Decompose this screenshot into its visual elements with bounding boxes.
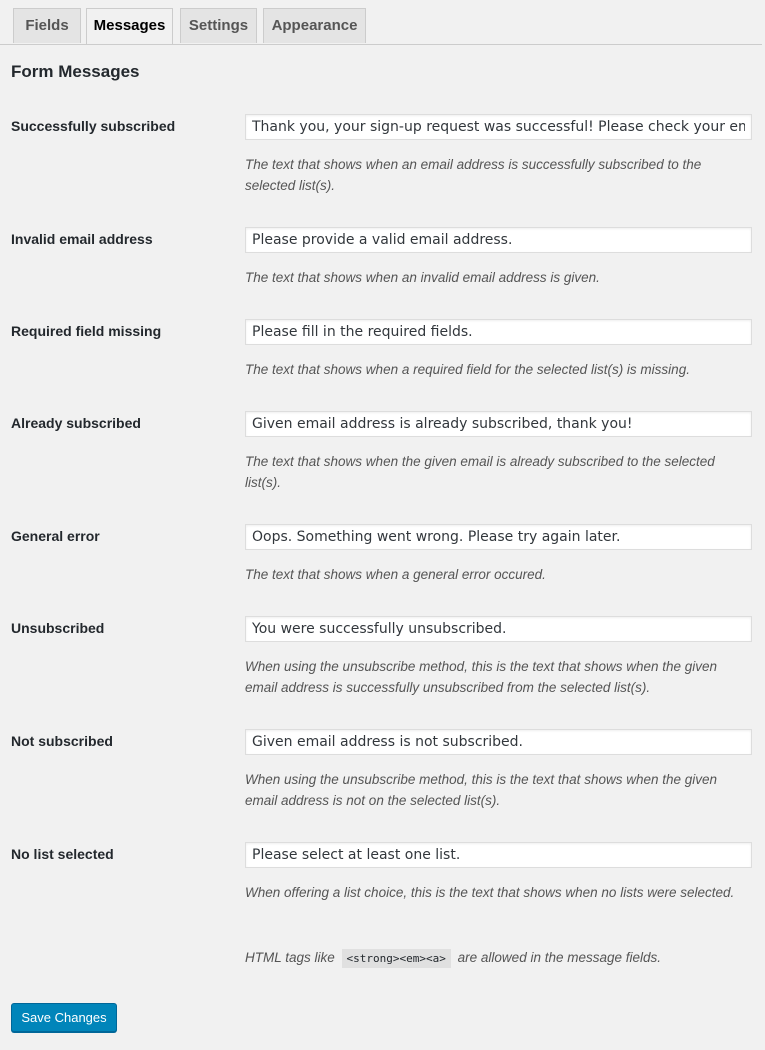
input-already-subscribed[interactable] xyxy=(245,411,752,437)
desc-general-error: The text that shows when a general error occured. xyxy=(245,567,546,582)
desc-not-subscribed: When using the unsubscribe method, this is the text that shows when the given email address is not on the selected list(s). xyxy=(245,772,718,808)
save-changes-button[interactable]: Save Changes xyxy=(11,1003,117,1032)
desc-already-subscribed: The text that shows when the given email is already subscribed to the selected list(s). xyxy=(245,454,715,490)
input-unsubscribed[interactable] xyxy=(245,616,752,642)
tab-bar xyxy=(0,0,762,45)
desc-successfully-subscribed: The text that shows when an email address is successfully subscribed to the selected list(s). xyxy=(245,157,702,193)
label-successfully-subscribed: Successfully subscribed xyxy=(11,118,176,134)
input-successfully-subscribed[interactable] xyxy=(245,114,752,140)
section-title: Form Messages xyxy=(11,62,140,81)
desc-no-list-selected: When offering a list choice, this is the text that shows when no lists were selected. xyxy=(245,885,735,900)
tab-messages[interactable]: Messages xyxy=(86,8,173,44)
label-unsubscribed: Unsubscribed xyxy=(11,620,105,636)
note-text-before: HTML tags like xyxy=(245,950,335,965)
label-not-subscribed: Not subscribed xyxy=(11,733,113,749)
desc-unsubscribed: When using the unsubscribe method, this is the text that shows when the given email address is successfully unsubscribed from the selected list(s). xyxy=(245,659,718,695)
label-no-list-selected: No list selected xyxy=(11,846,114,862)
tab-settings[interactable]: Settings xyxy=(180,8,257,43)
note-text-after: are allowed in the message fields. xyxy=(457,950,662,965)
input-not-subscribed[interactable] xyxy=(245,729,752,755)
tab-fields[interactable]: Fields xyxy=(13,8,81,43)
html-tags-note xyxy=(245,947,661,970)
label-already-subscribed: Already subscribed xyxy=(11,415,141,431)
input-no-list-selected[interactable] xyxy=(245,842,752,868)
input-invalid-email[interactable] xyxy=(245,227,752,253)
label-invalid-email: Invalid email address xyxy=(11,231,153,247)
label-general-error: General error xyxy=(11,528,100,544)
input-required-field-missing[interactable] xyxy=(245,319,752,345)
input-general-error[interactable] xyxy=(245,524,752,550)
tab-appearance[interactable]: Appearance xyxy=(263,8,366,43)
label-required-field-missing: Required field missing xyxy=(11,323,162,339)
html-tags-code: <strong><em><a> xyxy=(342,949,451,968)
desc-required-field-missing: The text that shows when a required field for the selected list(s) is missing. xyxy=(245,362,690,377)
desc-invalid-email: The text that shows when an invalid email address is given. xyxy=(245,270,600,285)
